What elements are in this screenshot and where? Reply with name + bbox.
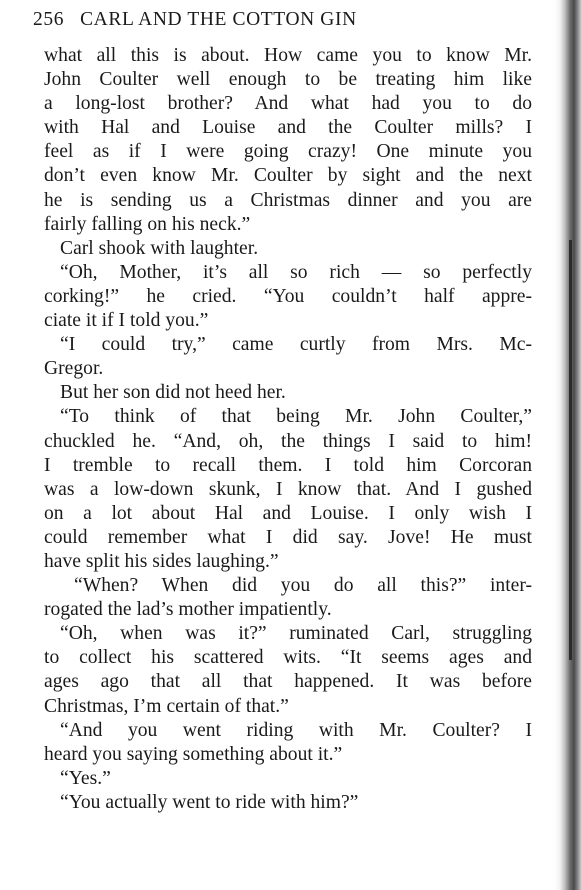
body-text: [44, 44, 532, 815]
text-line: “And you went riding with Mr. Coulter? I: [60, 719, 532, 741]
text-line: corking!” he cried. “You couldn’t half appre-: [44, 285, 532, 307]
page-number: 256: [33, 9, 65, 30]
text-line: I tremble to recall them. I told him Corcoran: [44, 454, 532, 476]
text-line: what all this is about. How came you to know Mr.: [44, 45, 532, 66]
text-line: Gregor.: [44, 358, 104, 380]
text-line: to collect his scattered wits. “It seems ages and: [44, 647, 532, 669]
text-line: could remember what I did say. Jove! He must: [44, 526, 532, 548]
text-line: “I could try,” came curtly from Mrs. Mc-: [60, 334, 532, 356]
text-line: Christmas, I’m certain of that.”: [44, 695, 289, 717]
text-line: on a lot about Hal and Louise. I only wish I: [44, 502, 532, 524]
text-line: fairly falling on his neck.”: [44, 213, 251, 235]
text-line: “Yes.”: [60, 767, 111, 789]
text-line: have split his sides laughing.”: [44, 550, 279, 572]
page-gutter-shadow: [554, 0, 582, 890]
text-line: Carl shook with laughter.: [60, 237, 259, 259]
text-line: ciate it if I told you.”: [44, 310, 209, 332]
running-header: [33, 9, 357, 35]
text-line: with Hal and Louise and the Coulter mills? I: [44, 117, 532, 139]
text-line: feel as if I were going crazy! One minute you: [44, 141, 532, 163]
page-edge-line: [569, 240, 572, 660]
text-line: heard you saying something about it.”: [44, 743, 343, 765]
text-line: rogated the lad’s mother impatiently.: [44, 599, 332, 621]
text-line: a long-lost brother? And what had you to do: [44, 93, 532, 115]
running-title: CARL AND THE COTTON GIN: [80, 9, 357, 30]
text-line: “Oh, Mother, it’s all so rich — so perfectly: [60, 261, 532, 283]
text-line: “To think of that being Mr. John Coulter,”: [60, 406, 532, 428]
text-line: But her son did not heed her.: [60, 382, 286, 404]
text-line: ages ago that all that happened. It was before: [44, 671, 532, 693]
text-line: “Oh, when was it?” ruminated Carl, struggling: [60, 623, 532, 645]
text-line: “When? When did you do all this?” inter-: [74, 575, 532, 597]
text-line: he is sending us a Christmas dinner and you are: [44, 189, 532, 211]
text-line: John Coulter well enough to be treating him like: [44, 69, 532, 91]
text-line: chuckled he. “And, oh, the things I said to him!: [44, 430, 532, 452]
text-line: don’t even know Mr. Coulter by sight and the next: [44, 165, 532, 187]
text-line: “You actually went to ride with him?”: [60, 791, 359, 813]
text-line: was a low-down skunk, I know that. And I gushed: [44, 478, 532, 500]
